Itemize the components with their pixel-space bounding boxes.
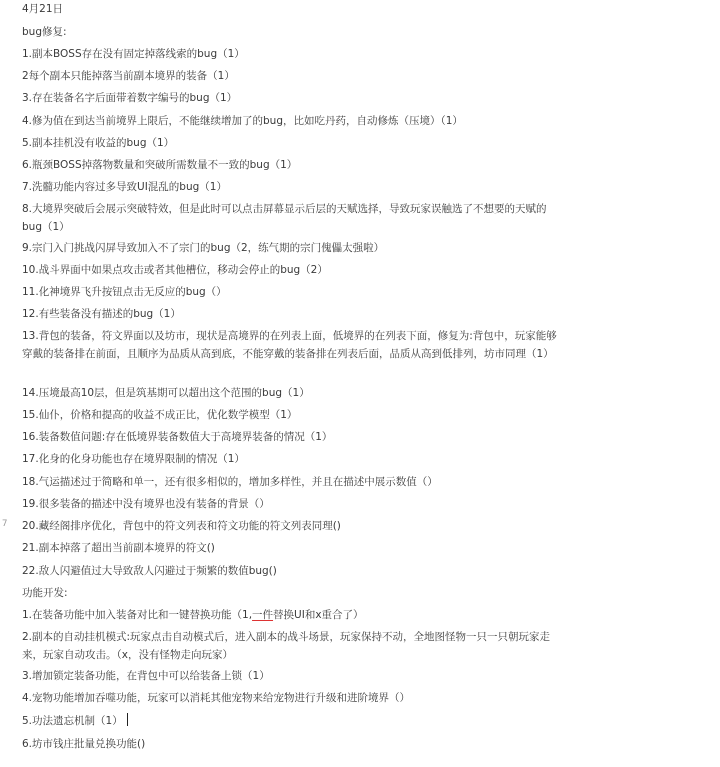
bug-item: 6.瓶颈BOSS掉落物数量和突破所需数量不一致的bug（1） [22,159,298,171]
feature-item: 2.副本的自动挂机模式:玩家点击自动模式后，进入副本的战斗场景，玩家保持不动，全地图怪物一只一只朝玩家走来，玩家自动攻击。（x，没有怪物走向玩家） [22,631,551,661]
bug-item: 22.敌人闪避值过大导致敌人闪避过于频繁的数值bug() [22,565,277,577]
date-heading: 4月21日 [22,3,64,15]
bug-item: 13.背包的装备，符文界面以及坊市，现状是高境界的在列表上面，低境界的在列表下面，修复为:背包中，玩家能够穿戴的装备排在前面，且顺序为品质从高到底，不能穿戴的装备排在列表后面，品质从高到低排列，坊市同理（1） [22,330,557,360]
bug-item: 3.存在装备名字后面带着数字编号的bug（1） [22,92,238,104]
feature-item: 4.宠物功能增加吞噬功能，玩家可以消耗其他宠物来给宠物进行升级和进阶境界（） [22,692,411,704]
bug-item: 1.副本BOSS存在没有固定掉落线索的bug（1） [22,48,245,60]
bug-item: 12.有些装备没有描述的bug（1） [22,308,181,320]
bug-item: 16.装备数值问题:存在低境界装备数值大于高境界装备的情况（1） [22,431,333,443]
feature-item [22,608,364,622]
bug-item: 9.宗门入门挑战闪屏导致加入不了宗门的bug（2，练气期的宗门傀儡太强啦） [22,242,385,254]
feature-item-text: 5.功法遗忘机制（1） [22,715,123,727]
text-cursor [127,713,128,726]
bug-item: 4.修为值在到达当前境界上限后，不能继续增加了的bug，比如吃丹药，自动修炼（压境）（1） [22,115,463,127]
bug-item: 15.仙仆，价格和提高的收益不成正比，优化数学模型（1） [22,409,298,421]
feature-item-text: 替换UI和x重合了） [273,609,364,621]
bug-item: 5.副本挂机没有收益的bug（1） [22,137,175,149]
bug-item: 14.压境最高10层，但是筑基期可以超出这个范围的bug（1） [22,387,310,399]
line-gutter-marker: 7 [2,519,8,529]
feature-item: 6.坊市钱庄批量兑换功能() [22,738,146,750]
bug-item: 7.洗髓功能内容过多导致UI混乱的bug（1） [22,181,227,193]
bug-item: 21.副本掉落了超出当前副本境界的符文() [22,542,215,554]
bug-item: 20.藏经阁排序优化，背包中的符文列表和符文功能的符文列表同理() [22,520,341,532]
feature-item: 3.增加锁定装备功能，在背包中可以给装备上锁（1） [22,670,270,682]
bug-item: 10.战斗界面中如果点攻击或者其他槽位，移动会停止的bug（2） [22,264,328,276]
feature-item-text: 1.在装备功能中加入装备对比和一键替换功能（1, [22,609,253,621]
bug-item: 8.大境界突破后会展示突破特效，但是此时可以点击屏幕显示后层的天赋选择，导致玩家误触选了不想要的天赋的bug（1） [22,203,547,233]
bug-item: 19.很多装备的描述中没有境界也没有装备的背景（） [22,498,270,510]
features-section-heading: 功能开发: [22,587,68,599]
bug-item: 2每个副本只能掉落当前副本境界的装备（1） [22,70,235,82]
bug-item: 17.化身的化身功能也存在境界限制的情况（1） [22,453,245,465]
bug-item: 11.化神境界飞升按钮点击无反应的bug（） [22,286,227,298]
feature-item [22,713,128,727]
bug-item: 18.气运描述过于简略和单一，还有很多相似的，增加多样性，并且在描述中展示数值（） [22,476,438,488]
bugs-section-heading: bug修复: [22,26,67,38]
spellcheck-underlined-word[interactable]: 一件 [252,609,274,621]
